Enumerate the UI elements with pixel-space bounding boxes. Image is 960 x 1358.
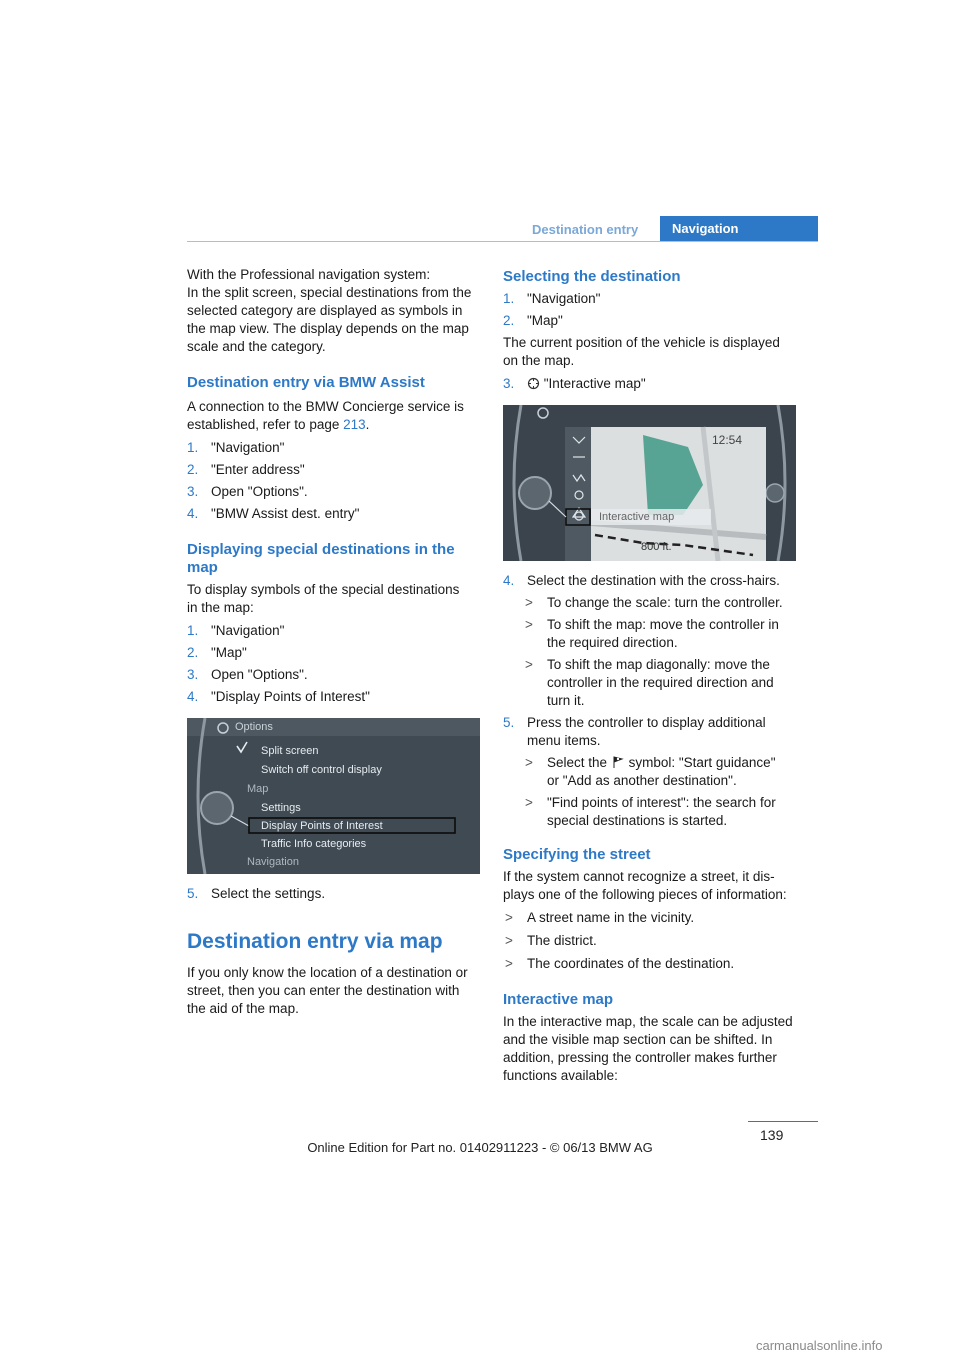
arrow-bullet-icon: > — [525, 595, 533, 610]
left-column-bottom — [187, 885, 482, 1018]
intro-line: selected category are displayed as symbols in — [187, 303, 463, 318]
list-item — [503, 312, 821, 330]
bullet-text: The coordinates of the destination. — [527, 956, 735, 971]
map-heading: Destination entry via map — [187, 930, 443, 953]
sub-text: To shift the map diagonally: move the — [547, 657, 770, 672]
intro-line: the map view. The display depends on the map — [187, 321, 469, 336]
right-column-bottom — [503, 572, 821, 1085]
assist-text-2 — [187, 416, 482, 434]
map-text: the aid of the map. — [187, 1001, 299, 1016]
list-item — [503, 290, 821, 308]
footer-rule — [748, 1121, 818, 1122]
bullet-item — [503, 932, 821, 950]
step-text: Open "Options". — [211, 484, 308, 499]
intro-line: In the split screen, special destinations from the — [187, 285, 472, 300]
intro-line: With the Professional navigation system: — [187, 267, 431, 282]
sub-text: To change the scale: turn the controller. — [547, 595, 783, 610]
header-section: Destination entry — [532, 222, 639, 237]
step-text: menu items. — [527, 733, 601, 748]
controller-graphic — [187, 718, 480, 874]
step-number: 4. — [503, 573, 515, 588]
step-text: "Enter address" — [211, 462, 305, 477]
options-screenshot — [187, 718, 480, 874]
list-item — [503, 375, 821, 393]
bullet-item — [503, 909, 821, 927]
sub-item — [503, 616, 821, 652]
sub-text: To shift the map: move the controller in — [547, 617, 779, 632]
page-link[interactable]: 213 — [343, 417, 366, 432]
arrow-bullet-icon: > — [505, 956, 513, 971]
poi-text: To display symbols of the special destinations — [187, 582, 460, 597]
sub-text: controller in the required direction and — [547, 675, 774, 690]
step-number: 1. — [187, 623, 199, 638]
list-item — [187, 885, 482, 903]
step-text: Open "Options". — [211, 667, 308, 682]
step-number: 3. — [503, 376, 515, 391]
crosshair-icon — [527, 377, 540, 390]
menu-item-settings[interactable]: Settings — [261, 802, 301, 814]
step-number: 3. — [187, 484, 199, 499]
step-text: "Navigation" — [211, 623, 285, 638]
street-text: If the system cannot recognize a street, it dis- — [503, 869, 775, 884]
map-text: street, then you can enter the destination with — [187, 983, 460, 998]
map-clock: 12:54 — [712, 433, 743, 447]
poi-steps — [187, 622, 482, 706]
sub-text: "Find points of interest": the search for — [547, 795, 776, 810]
flag-icon — [611, 755, 625, 769]
select-steps — [503, 290, 821, 330]
street-heading: Specifying the street — [503, 846, 651, 863]
menu-item-display-poi[interactable]: Display Points of Interest — [261, 820, 383, 832]
step-number: 5. — [187, 886, 199, 901]
poi-heading: Displaying special destinations in the — [187, 541, 455, 558]
assist-text: A connection to the BMW Concierge service is — [187, 399, 464, 414]
bullet-item — [503, 955, 821, 973]
sub-text: special destinations is started. — [547, 813, 728, 828]
poi-text-2: in the map: — [187, 600, 254, 615]
arrow-bullet-icon: > — [525, 755, 533, 770]
step-text: Select the destination with the cross-hairs. — [527, 573, 780, 588]
sub-item — [503, 656, 821, 710]
menu-group-map: Map — [247, 783, 269, 795]
map-mode-label: Interactive map — [599, 511, 675, 523]
assist-steps — [187, 439, 482, 523]
arrow-bullet-icon: > — [525, 617, 533, 632]
list-item — [503, 714, 821, 750]
step-text: "Interactive map" — [543, 376, 646, 391]
step-number: 1. — [187, 440, 199, 455]
map-graphic — [503, 405, 796, 561]
watermark[interactable]: carmanualsonline.info — [756, 1338, 883, 1353]
options-title: Options — [235, 721, 273, 733]
step-text: "Map" — [211, 645, 247, 660]
step-number: 2. — [187, 645, 199, 660]
map-screenshot — [503, 405, 796, 561]
header-chapter-tab: Navigation — [660, 216, 818, 242]
sub-text: turn it. — [547, 693, 585, 708]
poi-heading-2: map — [187, 559, 218, 576]
bullet-text: A street name in the vicinity. — [527, 910, 695, 925]
assist-heading: Destination entry via BMW Assist — [187, 374, 425, 391]
list-item — [187, 505, 482, 523]
step-number: 4. — [187, 506, 199, 521]
assist-text-pre: established, refer to page — [187, 417, 344, 432]
arrow-bullet-icon: > — [505, 933, 513, 948]
list-item — [187, 688, 482, 706]
step-number: 2. — [503, 313, 515, 328]
interactive-text: In the interactive map, the scale can be adjusted — [503, 1014, 793, 1029]
position-text: The current position of the vehicle is displayed — [503, 335, 780, 350]
step-number: 2. — [187, 462, 199, 477]
interactive-text: functions available: — [503, 1068, 618, 1083]
arrow-bullet-icon: > — [525, 795, 533, 810]
page-number: 139 — [760, 1127, 784, 1143]
list-item — [187, 461, 482, 479]
arrow-bullet-icon: > — [505, 910, 513, 925]
step-number: 1. — [503, 291, 515, 306]
sub-text: Select the — [547, 755, 608, 770]
list-item — [187, 666, 482, 684]
interactive-heading: Interactive map — [503, 991, 614, 1008]
step-text: "Map" — [527, 313, 563, 328]
step-number: 3. — [187, 667, 199, 682]
arrow-bullet-icon: > — [525, 657, 533, 672]
sub-text: symbol: "Start guidance" — [628, 755, 776, 770]
sub-item — [503, 594, 821, 612]
map-text: If you only know the location of a destination or — [187, 965, 468, 980]
footer-text: Online Edition for Part no. 01402911223 - © 06/13 BMW AG — [307, 1140, 653, 1155]
step-text: Press the controller to display additional — [527, 715, 766, 730]
sub-text: the required direction. — [547, 635, 678, 650]
map-scale-label: 800 ft. — [641, 541, 672, 553]
header-rule — [187, 241, 818, 242]
assist-text-post: . — [365, 417, 370, 432]
list-item — [187, 644, 482, 662]
step-text: "BMW Assist dest. entry" — [211, 506, 360, 521]
sub-item — [503, 794, 821, 830]
interactive-text: and the visible map section can be shifted. In — [503, 1032, 773, 1047]
select-heading: Selecting the destination — [503, 268, 681, 285]
sub-text: or "Add as another destination". — [547, 773, 737, 788]
sub-item — [503, 754, 821, 790]
street-text-2: plays one of the following pieces of information: — [503, 887, 787, 902]
step-text: Select the settings. — [211, 886, 326, 901]
left-column — [187, 266, 482, 706]
bullet-text: The district. — [527, 933, 597, 948]
position-text-2: on the map. — [503, 353, 575, 368]
right-column — [503, 268, 821, 393]
list-item — [503, 572, 821, 590]
list-item — [187, 622, 482, 640]
step-text: "Navigation" — [211, 440, 285, 455]
step-text: "Display Points of Interest" — [211, 689, 370, 704]
step-number: 4. — [187, 689, 199, 704]
menu-item-switch-off[interactable]: Switch off control display — [261, 764, 382, 776]
interactive-text: addition, pressing the controller makes further — [503, 1050, 777, 1065]
intro-line: scale and the category. — [187, 339, 326, 354]
list-item — [187, 483, 482, 501]
menu-item-split-screen[interactable]: Split screen — [261, 745, 319, 757]
menu-item-traffic-info[interactable]: Traffic Info categories — [261, 838, 367, 850]
menu-item-navigation[interactable]: Navigation — [247, 856, 299, 868]
step-text: "Navigation" — [527, 291, 601, 306]
step-number: 5. — [503, 715, 515, 730]
list-item — [187, 439, 482, 457]
